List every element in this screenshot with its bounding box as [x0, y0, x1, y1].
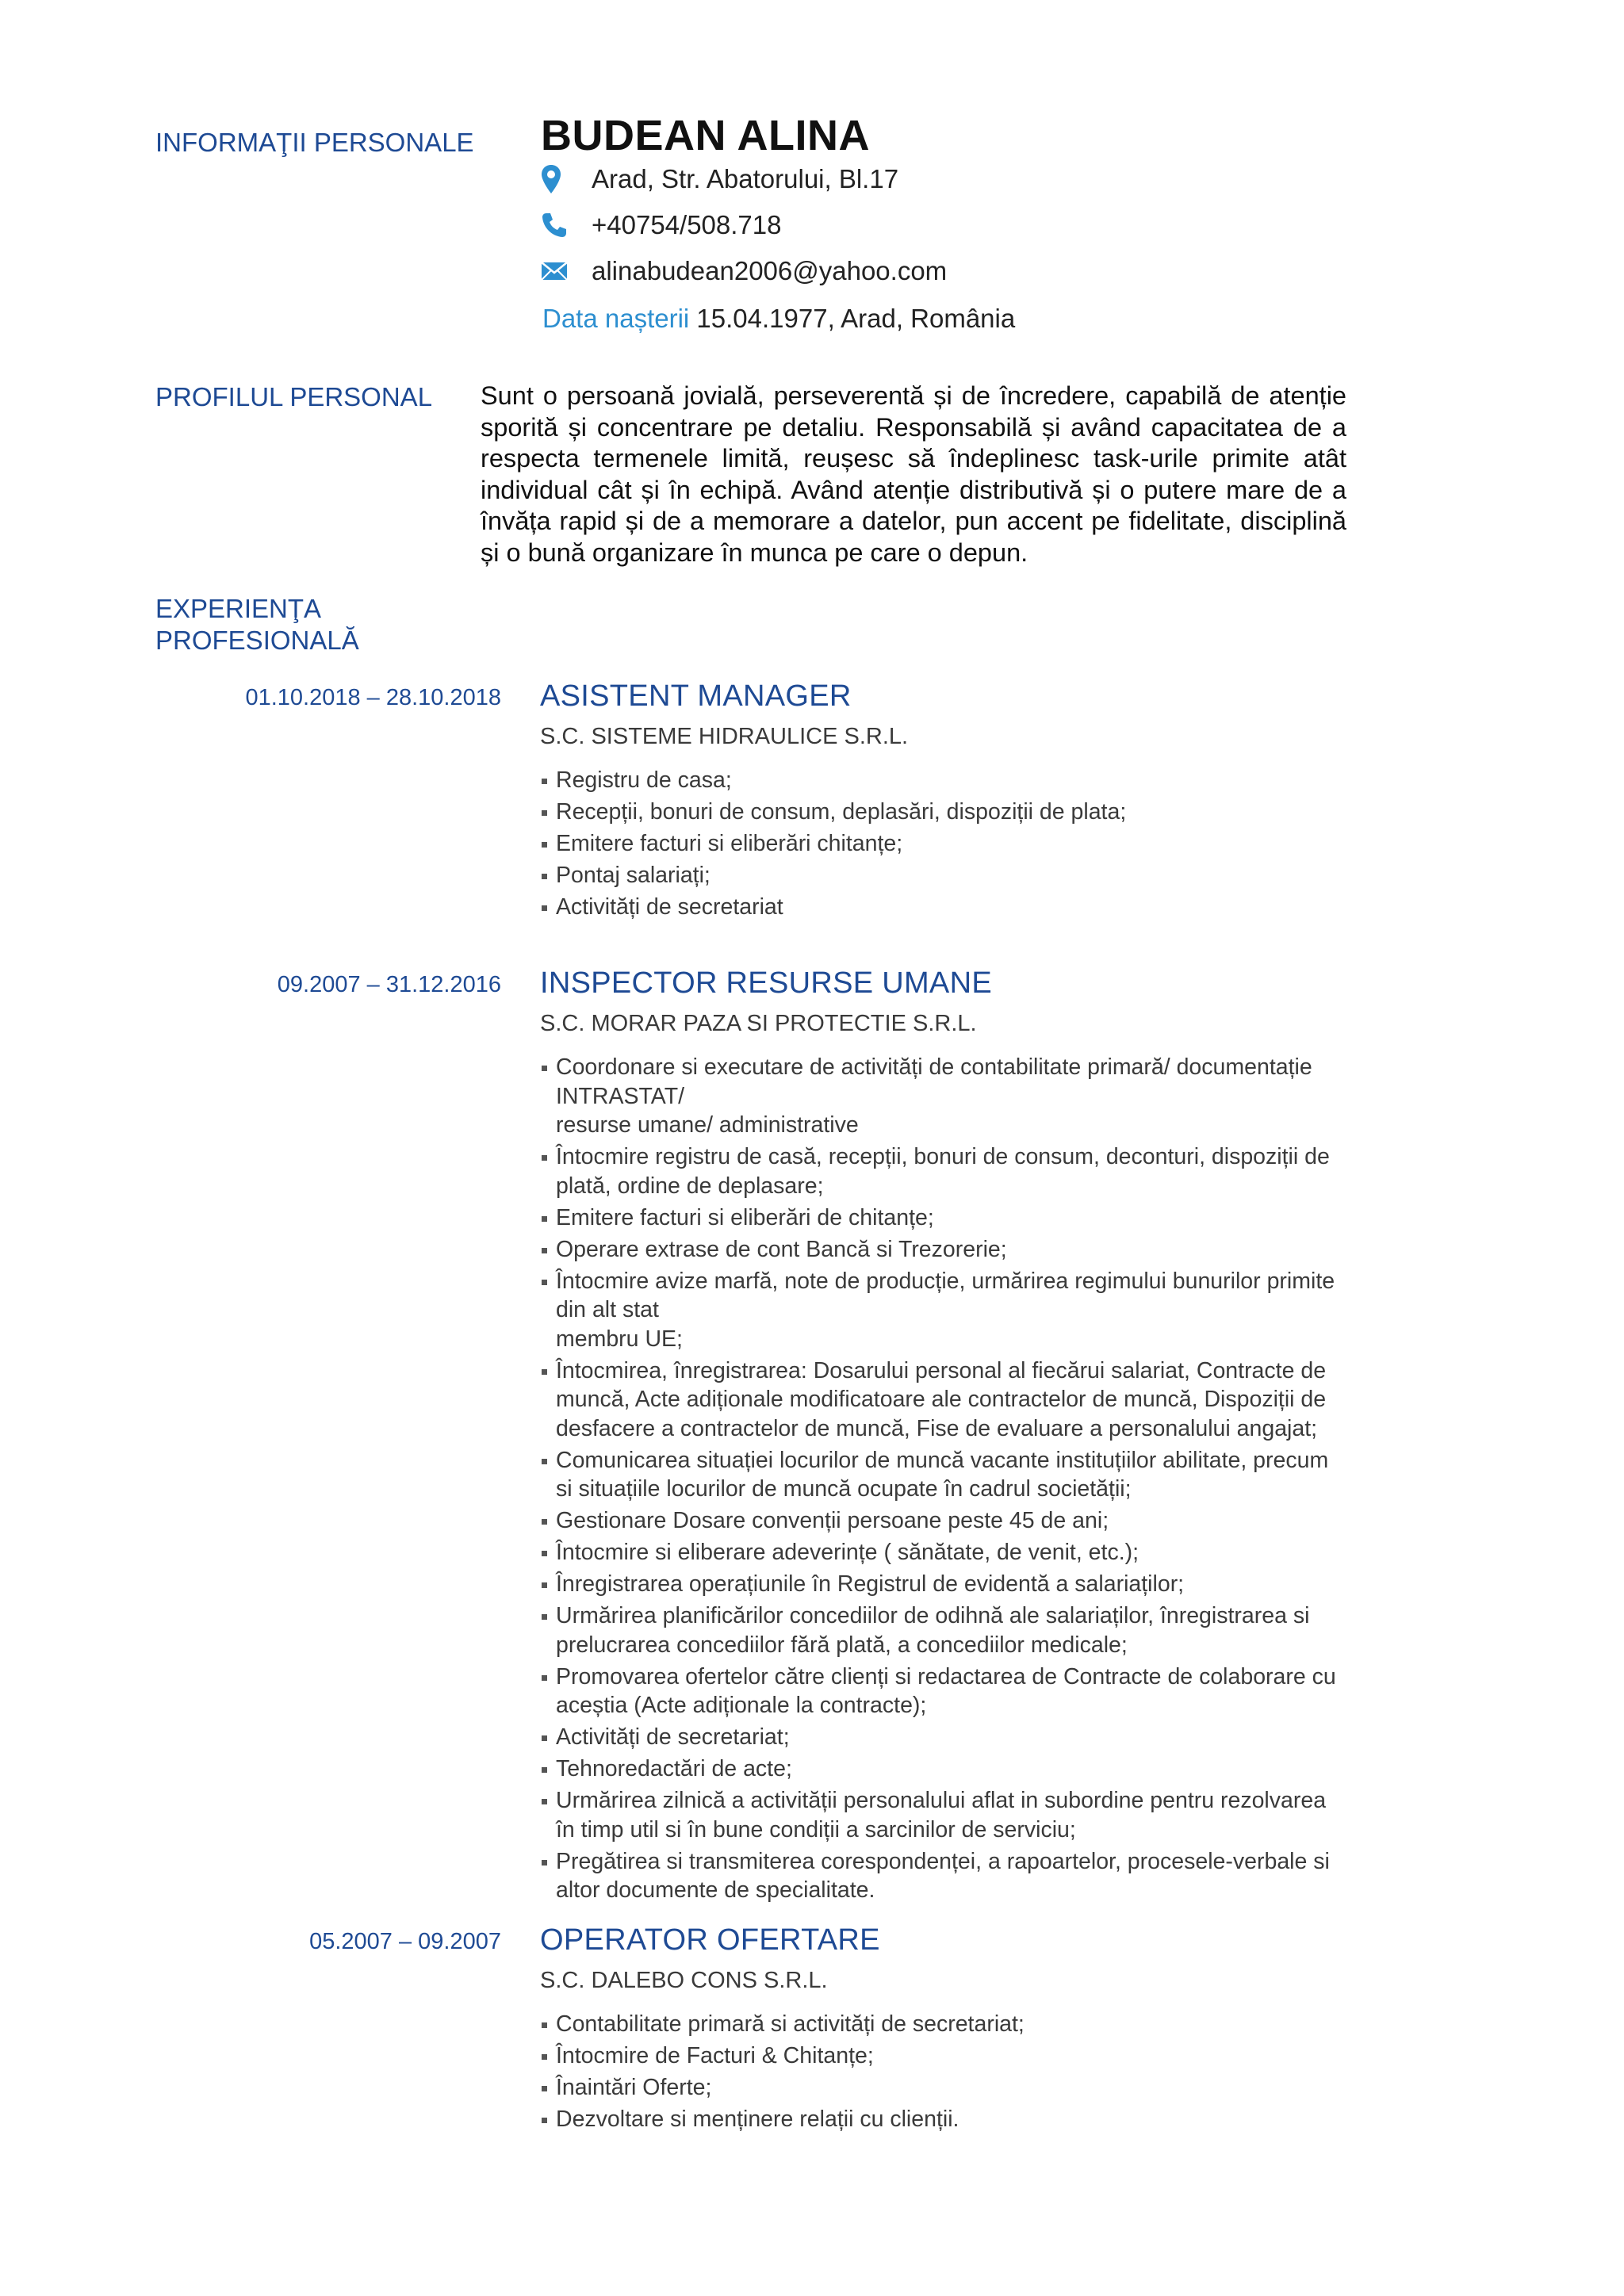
person-name: BUDEAN ALINA — [541, 112, 870, 159]
job-duty-item: Comunicarea situației locurilor de muncă vacante instituțiilor abilitate, precum si situațiile locurilor de muncă ocupate în cadrul societății; — [540, 1446, 1349, 1504]
job-dates: 01.10.2018 – 28.10.2018 — [245, 685, 501, 710]
job-duty-item: Întocmire si eliberare adeverințe ( sănătate, de venit, etc.); — [540, 1538, 1349, 1567]
job-duty-item: Promovarea ofertelor către clienți si redactarea de Contracte de colaborare cu aceștia (Acte adiționale la contracte); — [540, 1663, 1349, 1720]
profile-text: Sunt o persoană jovială, perseverentă și de încredere, capabilă de atenție sporită și concentrare pe detaliu. Responsabilă și având capacitatea de a respecta termenele limită, reușesc să îndeplinesc task-urile primite atât individual cât și în echipă. Având atenție distributivă și o putere mare de a învăța rapid și de a memorare a datelor, pun accent pe fidelitate, disciplină și o bună organizare în munca pe care o depun. — [481, 381, 1346, 567]
job-duty-item: Registru de casa; — [540, 766, 1349, 795]
job-duty-item: Recepții, bonuri de consum, deplasări, dispoziții de plata; — [540, 798, 1349, 827]
job-duties-list — [540, 766, 1349, 924]
job-duty-item: Pontaj salariați; — [540, 861, 1349, 890]
job-duty-item: Operare extrase de cont Bancă si Trezorerie; — [540, 1235, 1349, 1265]
job-company: S.C. DALEBO CONS S.R.L. — [540, 1968, 828, 1993]
job-duty-item: Pregătirea si transmiterea corespondenței, a rapoartelor, procesele-verbale si altor documente de specialitate. — [540, 1847, 1349, 1905]
contact-email — [541, 254, 947, 289]
contact-phone — [541, 208, 782, 243]
job-duty-item: Întocmire de Facturi & Chitanțe; — [540, 2042, 1349, 2071]
birth-label: Data nașterii — [542, 304, 690, 333]
job-duty-item: Urmărirea planificărilor concediilor de odihnă ale salariaților, înregistrarea si prelucrarea concediilor fără plată, a concediilor medicale; — [540, 1601, 1349, 1659]
job-duty-item: Contabilitate primară si activități de secretariat; — [540, 2010, 1349, 2039]
map-pin-icon — [541, 162, 577, 197]
job-duty-item: Emitere facturi si eliberări de chitanțe; — [540, 1203, 1349, 1233]
birth-info — [542, 304, 1015, 334]
job-duty-item: Gestionare Dosare convenții persoane peste 45 de ani; — [540, 1506, 1349, 1536]
job-company: S.C. MORAR PAZA SI PROTECTIE S.R.L. — [540, 1011, 977, 1036]
job-duty-item: Întocmire registru de casă, recepții, bonuri de consum, deconturi, dispoziții de plată, ordine de deplasare; — [540, 1142, 1349, 1200]
section-heading-experience-line1: EXPERIENŢA — [155, 594, 322, 623]
job-company: S.C. SISTEME HIDRAULICE S.R.L. — [540, 724, 909, 749]
job-duties-list — [540, 1053, 1349, 1908]
job-duty-item: Înaintări Oferte; — [540, 2073, 1349, 2103]
job-title: INSPECTOR RESURSE UMANE — [540, 966, 992, 1000]
section-heading-experience — [155, 593, 504, 656]
section-heading-personal-info: INFORMAŢII PERSONALE — [155, 128, 474, 157]
job-duty-item: Emitere facturi si eliberări chitanțe; — [540, 829, 1349, 859]
job-dates: 09.2007 – 31.12.2016 — [277, 972, 501, 997]
job-duty-item: Tehnoredactări de acte; — [540, 1755, 1349, 1784]
job-dates: 05.2007 – 09.2007 — [309, 1929, 501, 1954]
birth-value: 15.04.1977, Arad, România — [689, 304, 1016, 333]
job-duty-item: Coordonare si executare de activități de contabilitate primară/ documentație INTRASTAT/ resurse umane/ administrative — [540, 1053, 1349, 1140]
email-text: alinabudean2006@yahoo.com — [592, 256, 948, 285]
job-duty-item: Activități de secretariat — [540, 893, 1349, 922]
job-duties-list — [540, 2010, 1349, 2137]
job-title: ASISTENT MANAGER — [540, 679, 852, 713]
job-duty-item: Înregistrarea operațiunile în Registrul de evidentă a salariaților; — [540, 1570, 1349, 1599]
job-duty-item: Dezvoltare si menținere relații cu clienții. — [540, 2105, 1349, 2134]
job-duty-item: Întocmire avize marfă, note de producție, urmărirea regimului bunurilor primite din alt stat membru UE; — [540, 1267, 1349, 1354]
phone-icon — [541, 208, 577, 243]
section-heading-profile: PROFILUL PERSONAL — [155, 382, 433, 411]
contact-address — [541, 162, 898, 197]
job-title: OPERATOR OFERTARE — [540, 1923, 880, 1957]
phone-text: +40754/508.718 — [592, 210, 782, 239]
job-duty-item: Activități de secretariat; — [540, 1723, 1349, 1752]
job-duty-item: Întocmirea, înregistrarea: Dosarului personal al fiecărui salariat, Contracte de muncă, Acte adiționale modificatoare ale contractelor de muncă, Dispoziții de desfacere a contractelor de muncă, Fise de evaluare a personalului angajat; — [540, 1357, 1349, 1444]
job-duty-item: Urmărirea zilnică a activității personalului aflat in subordine pentru rezolvarea în timp util si în bune condiții a sarcinilor de serviciu; — [540, 1786, 1349, 1844]
section-heading-experience-line2: PROFESIONALĂ — [155, 626, 359, 655]
envelope-icon — [541, 254, 577, 289]
address-text: Arad, Str. Abatorului, Bl.17 — [592, 164, 899, 193]
